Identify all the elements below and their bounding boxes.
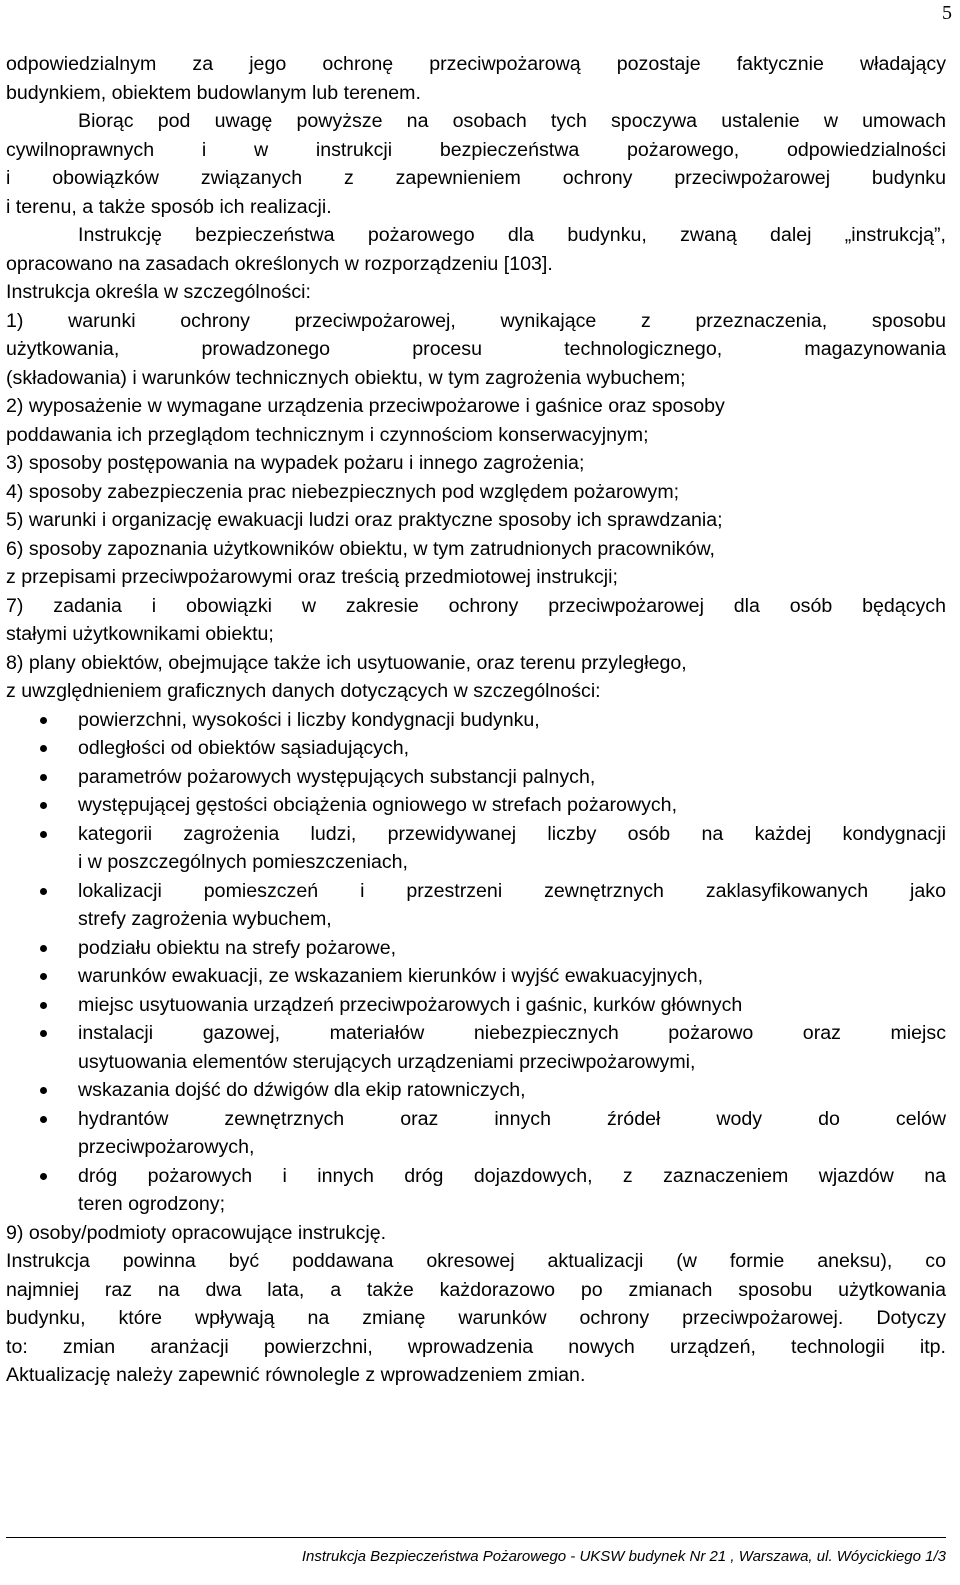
bullet-item xyxy=(6,1019,946,1048)
bullet-text: podziału obiektu na strefy pożarowe, xyxy=(78,936,397,959)
text-line: odpowiedzialnym za jego ochronę przeciwpożarową pozostaje faktycznie władający xyxy=(6,53,946,75)
text-line: 5) warunki i organizację ewakuacji ludzi oraz praktyczne sposoby ich sprawdzania; xyxy=(6,509,723,531)
text-line: Biorąc pod uwagę powyższe na osobach tych spoczywa ustalenie w umowach xyxy=(78,110,946,132)
bullet-dot-icon xyxy=(40,945,47,952)
bullet-text: kategorii zagrożenia ludzi, przewidywanej liczby osób na każdej kondygnacji xyxy=(78,822,946,845)
text-line: Aktualizację należy zapewnić równolegle z wprowadzeniem zmian. xyxy=(6,1364,586,1386)
bullet-item xyxy=(6,734,946,763)
text-line: i obowiązków związanych z zapewnieniem ochrony przeciwpożarowej budynku xyxy=(6,167,946,189)
bullet-item xyxy=(6,820,946,849)
bullet-dot-icon xyxy=(40,802,47,809)
bullet-dot-icon xyxy=(40,831,47,838)
bullet-continuation: przeciwpożarowych, xyxy=(78,1136,255,1158)
bullet-item xyxy=(6,706,946,735)
bullet-dot-icon xyxy=(40,888,47,895)
footer-divider xyxy=(6,1537,946,1538)
text-line: opracowano na zasadach określonych w rozporządzeniu [103]. xyxy=(6,252,553,275)
bullet-item xyxy=(6,991,946,1020)
text-line: to: zmian aranżacji powierzchni, wprowadzenia nowych urządzeń, technologii itp. xyxy=(6,1335,946,1358)
text-line: 1) warunki ochrony przeciwpożarowej, wynikające z przeznaczenia, sposobu xyxy=(6,309,946,332)
bullet-dot-icon xyxy=(40,1116,47,1123)
bullet-continuation: teren ogrodzony; xyxy=(78,1193,226,1215)
bullet-text: lokalizacji pomieszczeń i przestrzeni zewnętrznych zaklasyfikowanych jako xyxy=(78,879,946,902)
bullet-item xyxy=(6,1076,946,1105)
bullet-text: występującej gęstości obciążenia ogniowego w strefach pożarowych, xyxy=(78,794,678,816)
text-line: użytkowania, prowadzonego procesu technologicznego, magazynowania xyxy=(6,338,946,360)
bullet-text: instalacji gazowej, materiałów niebezpiecznych pożarowo oraz miejsc xyxy=(78,1022,946,1044)
text-line: stałymi użytkownikami obiektu; xyxy=(6,623,274,645)
text-line: 4) sposoby zabezpieczenia prac niebezpiecznych pod względem pożarowym; xyxy=(6,480,680,503)
bullet-item xyxy=(6,877,946,906)
page-number: 5 xyxy=(942,2,952,24)
bullet-dot-icon xyxy=(40,774,47,781)
bullet-text: dróg pożarowych i innych dróg dojazdowych, z zaznaczeniem wjazdów na xyxy=(78,1164,946,1187)
text-line: poddawania ich przeglądom technicznym i czynnościom konserwacyjnym; xyxy=(6,423,649,446)
bullet-dot-icon xyxy=(40,1173,47,1180)
bullet-item xyxy=(6,1105,946,1134)
text-line: z przepisami przeciwpożarowymi oraz treścią przedmiotowej instrukcji; xyxy=(6,566,618,588)
text-line: 8) plany obiektów, obejmujące także ich usytuowanie, oraz terenu przyległego, xyxy=(6,651,687,674)
bullet-dot-icon xyxy=(40,973,47,980)
bullet-dot-icon xyxy=(40,1002,47,1009)
text-line: 9) osoby/podmioty opracowujące instrukcję. xyxy=(6,1221,387,1244)
page-footer: Instrukcja Bezpieczeństwa Pożarowego - UKSW budynek Nr 21 , Warszawa, ul. Wóycickiego 1/3 xyxy=(301,1548,946,1565)
bullet-text: odległości od obiektów sąsiadujących, xyxy=(78,737,410,759)
text-line: Instrukcja powinna być poddawana okresowej aktualizacji (w formie aneksu), co xyxy=(6,1250,946,1272)
bullet-text: parametrów pożarowych występujących substancji palnych, xyxy=(78,765,596,788)
bullet-text: wskazania dojść do dźwigów dla ekip ratowniczych, xyxy=(78,1079,526,1101)
text-line: i terenu, a także sposób ich realizacji. xyxy=(6,195,332,218)
bullet-item xyxy=(6,763,946,792)
text-line: najmniej raz na dwa lata, a także każdorazowo po zmianach sposobu użytkowania xyxy=(6,1278,946,1301)
text-line: 3) sposoby postępowania na wypadek pożaru i innego zagrożenia; xyxy=(6,452,585,474)
bullet-dot-icon xyxy=(40,745,47,752)
bullet-text: powierzchni, wysokości i liczby kondygnacji budynku, xyxy=(78,708,540,731)
bullet-text: warunków ewakuacji, ze wskazaniem kierunków i wyjść ewakuacyjnych, xyxy=(78,965,704,987)
text-line: z uwzględnieniem graficznych danych dotyczących w szczególności: xyxy=(6,680,601,702)
bullet-item xyxy=(6,1162,946,1191)
text-line: cywilnoprawnych i w instrukcji bezpieczeństwa pożarowego, odpowiedzialności xyxy=(6,138,946,161)
intro-lines xyxy=(6,50,946,706)
bullet-continuation: strefy zagrożenia wybuchem, xyxy=(78,908,332,930)
bullet-item xyxy=(6,934,946,963)
closing-lines xyxy=(6,1219,946,1390)
text-line: 2) wyposażenie w wymagane urządzenia przeciwpożarowe i gaśnice oraz sposoby xyxy=(6,395,725,417)
bullet-list xyxy=(6,706,946,1219)
bullet-text: miejsc usytuowania urządzeń przeciwpożarowych i gaśnic, kurków głównych xyxy=(78,993,743,1016)
text-line: budynku, które wpływają na zmianę warunków ochrony przeciwpożarowej. Dotyczy xyxy=(6,1307,946,1329)
document-body xyxy=(6,50,946,1390)
bullet-dot-icon xyxy=(40,717,47,724)
text-line: Instrukcja określa w szczególności: xyxy=(6,281,311,303)
bullet-dot-icon xyxy=(40,1030,47,1037)
text-line: 7) zadania i obowiązki w zakresie ochrony przeciwpożarowej dla osób będących xyxy=(6,594,946,617)
bullet-item xyxy=(6,962,946,991)
bullet-text: hydrantów zewnętrznych oraz innych źródeł wody do celów xyxy=(78,1107,946,1130)
bullet-dot-icon xyxy=(40,1087,47,1094)
text-line: 6) sposoby zapoznania użytkowników obiektu, w tym zatrudnionych pracowników, xyxy=(6,537,716,560)
bullet-continuation: usytuowania elementów sterujących urządzeniami przeciwpożarowymi, xyxy=(78,1050,696,1073)
text-line: (składowania) i warunków technicznych obiektu, w tym zagrożenia wybuchem; xyxy=(6,366,686,389)
bullet-continuation: i w poszczególnych pomieszczeniach, xyxy=(78,851,408,873)
text-line: Instrukcję bezpieczeństwa pożarowego dla budynku, zwaną dalej „instrukcją”, xyxy=(78,224,946,246)
bullet-item xyxy=(6,791,946,820)
text-line: budynkiem, obiektem budowlanym lub terenem. xyxy=(6,81,421,104)
